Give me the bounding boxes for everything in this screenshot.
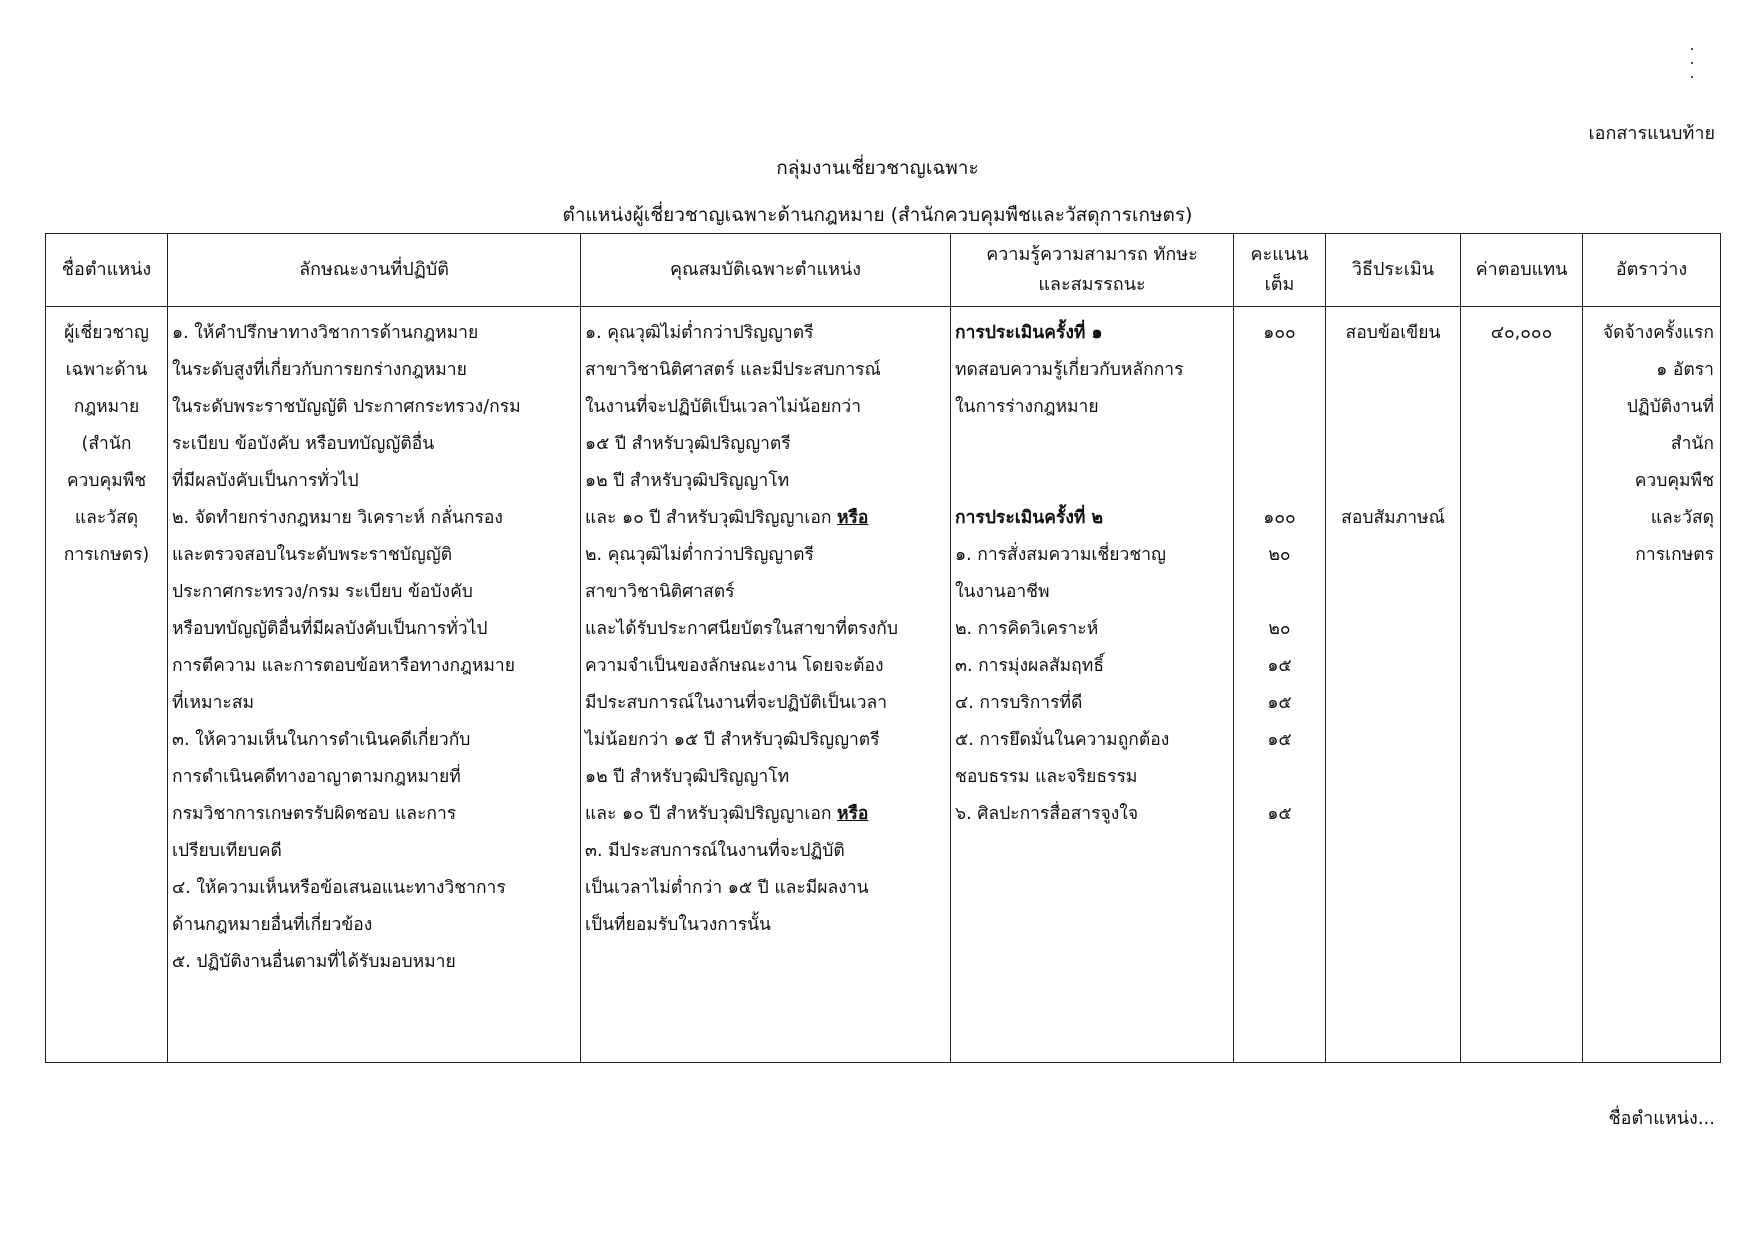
vacancy-cell: จัดจ้างครั้งแรก ๑ อัตรา ปฏิบัติงานที่ สำนัก ควบคุมพืช และวัสดุ การเกษตร [1583, 307, 1721, 1063]
position-spec-table [45, 233, 1721, 1063]
scan-marks [1691, 48, 1695, 88]
compensation-cell: ๔๐,๐๐๐ [1461, 307, 1583, 1063]
header-vacancy: อัตราว่าง [1583, 234, 1721, 307]
position-name-cell: ผู้เชี่ยวชาญ เฉพาะด้าน กฎหมาย (สำนัก ควบคุมพืช และวัสดุ การเกษตร) [46, 307, 168, 1063]
method-cell: สอบข้อเขียน สอบสัมภาษณ์ [1326, 307, 1461, 1063]
header-method: วิธีประเมิน [1326, 234, 1461, 307]
header-score: คะแนน เต็ม [1234, 234, 1326, 307]
continuation-note: ชื่อตำแหน่ง... [1608, 1108, 1715, 1129]
table-header-row [46, 234, 1721, 307]
score-cell: ๑๐๐ ๑๐๐ ๒๐ ๒๐ ๑๕ ๑๕ ๑๕ ๑๕ [1234, 307, 1326, 1063]
header-duties: ลักษณะงานที่ปฏิบัติ [168, 234, 581, 307]
round-1-title: การประเมินครั้งที่ ๑ [955, 323, 1103, 343]
header-competency: ความรู้ความสามารถ ทักษะ และสมรรถนะ [951, 234, 1234, 307]
or-keyword-2: หรือ [837, 804, 869, 824]
position-title: ตำแหน่งผู้เชี่ยวชาญเฉพาะด้านกฎหมาย (สำนักควบคุมพืชและวัสดุการเกษตร) [562, 204, 1193, 226]
duties-cell: ๑. ให้คำปรึกษาทางวิชาการด้านกฎหมาย ในระดับสูงที่เกี่ยวกับการยกร่างกฎหมาย ในระดับพระราชบัญญัติ ประกาศกระทรวง/กรม ระเบียบ ข้อบังคับ หรือบทบัญญัติอื่น ที่มีผลบังคับเป็นการทั่วไป ๒. จัดทำยกร่างกฎหมาย วิเคราะห์ กลั่นกรอง และตรวจสอบในระดับพระราชบัญญัติ ประกาศกระทรวง/กรม ระเบียบ ข้อบังคับ หรือบทบัญญัติอื่นที่มีผลบังคับเป็นการทั่วไป การตีความ และการตอบข้อหารือทางกฎหมาย ที่เหมาะสม ๓. ให้ความเห็นในการดำเนินคดีเกี่ยวกับ การดำเนินคดีทางอาญาตามกฎหมายที่ กรมวิชาการเกษตรรับผิดชอบ และการ เปรียบเทียบคดี ๔. ให้ความเห็นหรือข้อเสนอแนะทางวิชาการ ด้านกฎหมายอื่นที่เกี่ยวข้อง ๕. ปฏิบัติงานอื่นตามที่ได้รับมอบหมาย [168, 307, 581, 1063]
group-title: กลุ่มงานเชี่ยวชาญเฉพาะ [776, 157, 979, 179]
competency-cell: การประเมินครั้งที่ ๑ ทดสอบความรู้เกี่ยวกับหลักการ ในการร่างกฎหมาย การประเมินครั้งที่ ๒ ๑. การสั่งสมความเชี่ยวชาญ ในงานอาชีพ ๒. การคิดวิเคราะห์ ๓. การมุ่งผลสัมฤทธิ์ ๔. การบริการที่ดี ๕. การยึดมั่นในความถูกต้อง ชอบธรรม และจริยธรรม ๖. ศิลปะการสื่อสารจูงใจ [951, 307, 1234, 1063]
header-position-name: ชื่อตำแหน่ง [46, 234, 168, 307]
header-compensation: ค่าตอบแทน [1461, 234, 1583, 307]
table-row [46, 307, 1721, 1063]
header-qualifications: คุณสมบัติเฉพาะตำแหน่ง [581, 234, 951, 307]
attachment-label: เอกสารแนบท้าย [1588, 123, 1715, 144]
or-keyword-1: หรือ [837, 508, 869, 528]
round-2-title: การประเมินครั้งที่ ๒ [955, 508, 1104, 528]
qualifications-cell: ๑. คุณวุฒิไม่ต่ำกว่าปริญญาตรี สาขาวิชานิติศาสตร์ และมีประสบการณ์ ในงานที่จะปฏิบัติเป็นเวลาไม่น้อยกว่า ๑๕ ปี สำหรับวุฒิปริญญาตรี ๑๒ ปี สำหรับวุฒิปริญญาโท และ ๑๐ ปี สำหรับวุฒิปริญญาเอก หรือ ๒. คุณวุฒิไม่ต่ำกว่าปริญญาตรี สาขาวิชานิติศาสตร์ และได้รับประกาศนียบัตรในสาขาที่ตรงกับ ความจำเป็นของลักษณะงาน โดยจะต้อง มีประสบการณ์ในงานที่จะปฏิบัติเป็นเวลา ไม่น้อยกว่า ๑๕ ปี สำหรับวุฒิปริญญาตรี ๑๒ ปี สำหรับวุฒิปริญญาโท และ ๑๐ ปี สำหรับวุฒิปริญญาเอก หรือ ๓. มีประสบการณ์ในงานที่จะปฏิบัติ เป็นเวลาไม่ต่ำกว่า ๑๕ ปี และมีผลงาน เป็นที่ยอมรับในวงการนั้น [581, 307, 951, 1063]
